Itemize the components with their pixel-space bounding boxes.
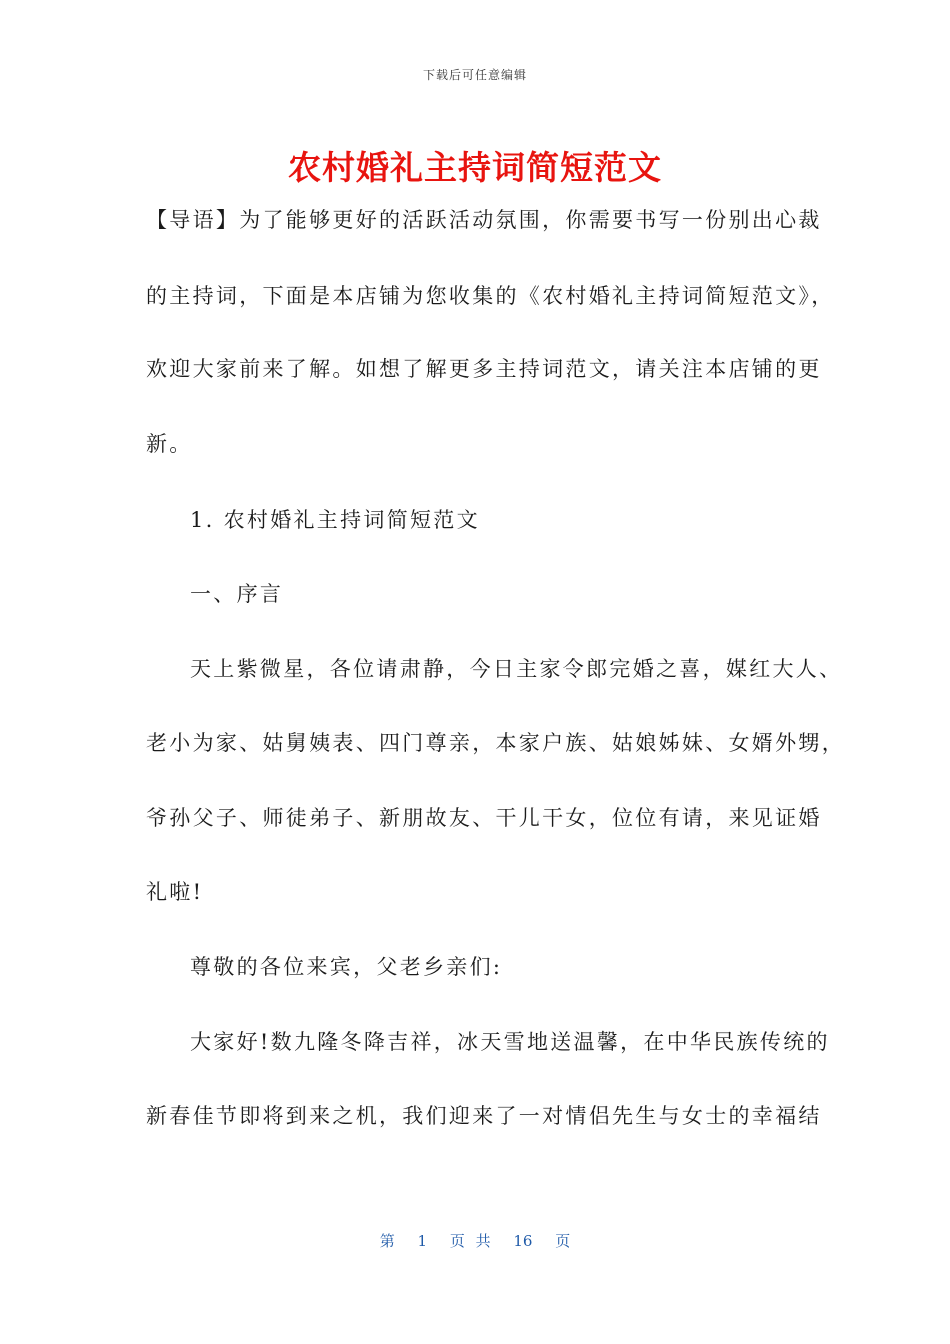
body-line: 欢迎大家前来了解。如想了解更多主持词范文，请关注本店铺的更 <box>146 357 822 381</box>
body-line: 【导语】为了能够更好的活跃活动氛围，你需要书写一份别出心裁 <box>146 208 822 232</box>
body-line: 新。 <box>146 432 193 456</box>
section-heading: 1. 农村婚礼主持词简短范文 <box>190 508 480 532</box>
header-note: 下载后可任意编辑 <box>422 68 527 82</box>
body-line: 大家好!数九隆冬降吉祥，冰天雪地送温馨，在中华民族传统的 <box>190 1030 830 1054</box>
page-suffix: 页 <box>555 1232 571 1250</box>
page-footer <box>0 1230 950 1251</box>
page-number: 1 <box>417 1232 428 1250</box>
body-line: 老小为家、姑舅姨表、四门尊亲，本家户族、姑娘姊妹、女婿外甥， <box>146 731 845 755</box>
body-line: 天上紫微星，各位请肃静，今日主家令郎完婚之喜，媒红大人、 <box>190 657 843 681</box>
body-line: 新春佳节即将到来之机，我们迎来了一对情侣先生与女士的幸福结 <box>146 1104 822 1128</box>
body-line: 的主持词，下面是本店铺为您收集的《农村婚礼主持词简短范文》， <box>146 284 835 308</box>
subsection-heading: 一、序言 <box>190 582 284 606</box>
page-total: 16 <box>513 1232 533 1250</box>
page-mid: 页 共 <box>449 1232 491 1250</box>
page-prefix: 第 <box>379 1232 395 1250</box>
document-title: 农村婚礼主持词简短范文 <box>288 148 662 187</box>
body-line: 礼啦! <box>146 880 204 904</box>
body-line: 爷孙父子、师徒弟子、新朋故友、干儿干女，位位有请，来见证婚 <box>146 806 822 830</box>
body-line: 尊敬的各位来宾，父老乡亲们: <box>190 955 503 979</box>
